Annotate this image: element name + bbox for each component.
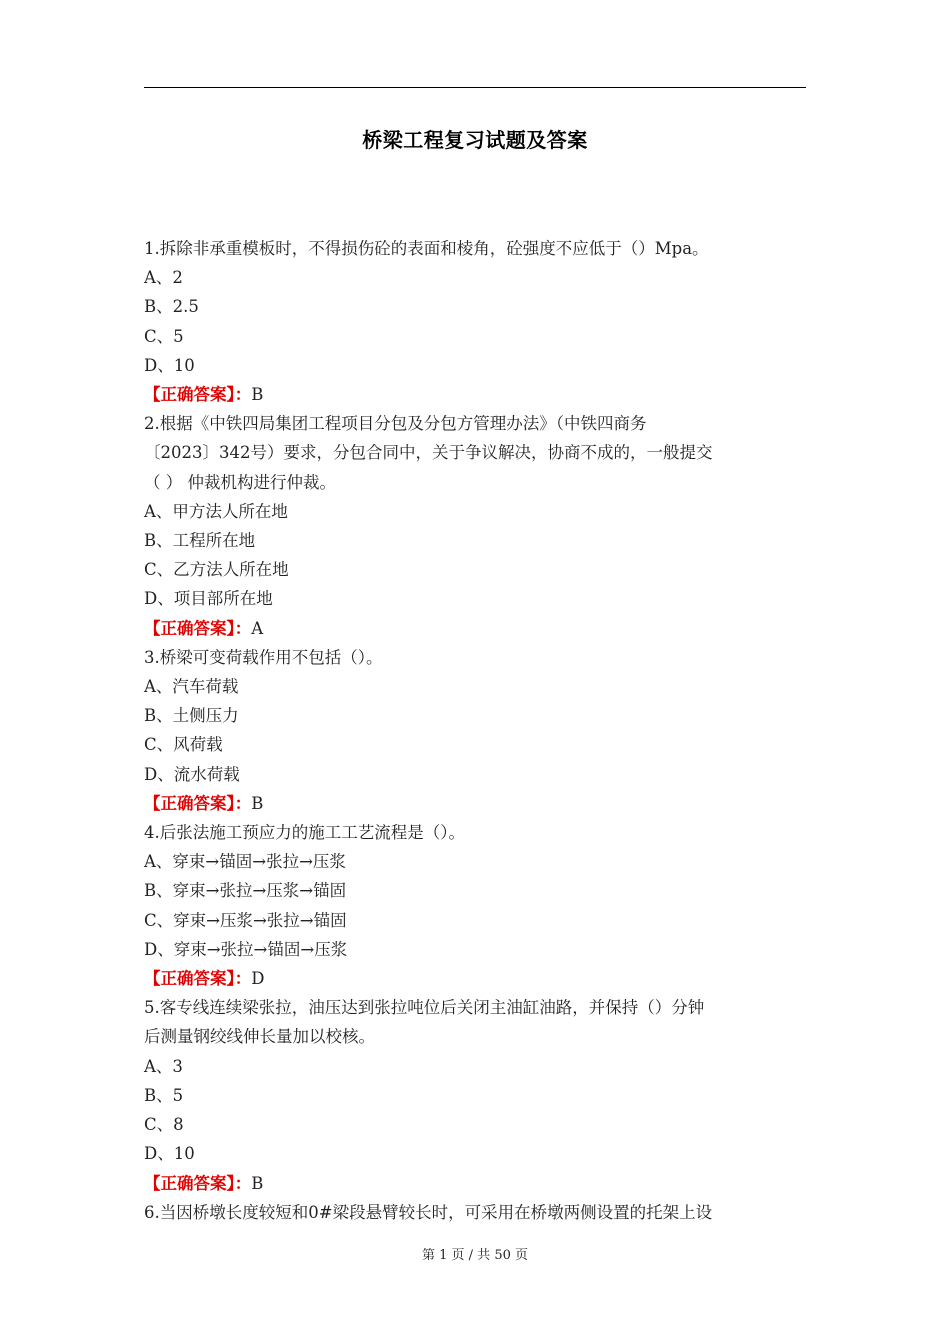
question-stem-line: 3.桥梁可变荷载作用不包括（）。 — [144, 647, 383, 667]
answer-option: C、乙方法人所在地 — [144, 560, 289, 580]
answer-option: C、5 — [144, 326, 184, 346]
question-stem-line: 4.后张法施工预应力的施工工艺流程是（）。 — [144, 823, 465, 843]
document-title: 桥梁工程复习试题及答案 — [362, 128, 588, 152]
correct-answer — [144, 380, 806, 409]
answer-option: B、土侧压力 — [144, 706, 239, 726]
question-2 — [144, 409, 806, 643]
answer-option: C、风荷载 — [144, 735, 223, 755]
answer-option: C、穿束→压浆→张拉→锚固 — [144, 910, 347, 930]
question-stem-line: 后测量钢绞线伸长量加以校核。 — [144, 1027, 375, 1047]
question-1 — [144, 234, 806, 409]
correct-answer-label: 【正确答案】： — [144, 618, 252, 638]
question-4 — [144, 818, 806, 993]
answer-option: D、穿束→张拉→锚固→压浆 — [144, 939, 348, 959]
page-footer: 第 1 页 / 共 50 页 — [422, 1248, 528, 1263]
correct-answer-label: 【正确答案】： — [144, 385, 252, 405]
correct-answer-value: A — [251, 618, 264, 638]
question-5 — [144, 993, 806, 1197]
answer-option: A、汽车荷载 — [144, 677, 239, 697]
answer-option: B、2.5 — [144, 297, 199, 317]
answer-option: A、3 — [144, 1056, 183, 1076]
question-stem-line: （ ） 仲裁机构进行仲裁。 — [144, 472, 336, 492]
question-3 — [144, 643, 806, 818]
answer-option: B、穿束→张拉→压浆→锚固 — [144, 881, 347, 901]
answer-option: D、项目部所在地 — [144, 589, 273, 609]
question-list — [144, 234, 806, 1227]
correct-answer-value: B — [251, 385, 264, 405]
question-stem-line: 6.当因桥墩长度较短和0#梁段悬臂较长时，可采用在桥墩两侧设置的托架上设 — [144, 1202, 713, 1222]
answer-option: A、穿束→锚固→张拉→压浆 — [144, 852, 346, 872]
correct-answer — [144, 964, 806, 993]
answer-option: B、5 — [144, 1085, 184, 1105]
correct-answer-value: D — [251, 969, 265, 989]
question-stem-line: 1.拆除非承重模板时，不得损伤砼的表面和棱角，砼强度不应低于（）Mpa。 — [144, 239, 709, 258]
correct-answer — [144, 1169, 806, 1198]
question-stem-line: 5.客专线连续梁张拉，油压达到张拉吨位后关闭主油缸油路，并保持（）分钟 — [144, 998, 705, 1018]
question-stem-line: 2.根据《中铁四局集团工程项目分包及分包方管理办法》（中铁四商务 — [144, 414, 647, 434]
correct-answer — [144, 789, 806, 818]
answer-option: D、10 — [144, 355, 195, 375]
correct-answer-label: 【正确答案】： — [144, 969, 252, 989]
correct-answer-label: 【正确答案】： — [144, 793, 252, 813]
question-6 — [144, 1198, 806, 1227]
answer-option: C、8 — [144, 1115, 184, 1135]
correct-answer-value: B — [251, 793, 264, 813]
header-rule — [144, 87, 806, 88]
answer-option: A、甲方法人所在地 — [144, 501, 288, 521]
question-stem-line: 〔2023〕342号）要求，分包合同中，关于争议解决，协商不成的，一般提交 — [144, 443, 713, 463]
correct-answer — [144, 614, 806, 643]
answer-option: D、10 — [144, 1144, 195, 1164]
answer-option: B、工程所在地 — [144, 531, 256, 551]
correct-answer-label: 【正确答案】： — [144, 1173, 252, 1193]
answer-option: D、流水荷载 — [144, 764, 240, 784]
correct-answer-value: B — [251, 1173, 264, 1193]
answer-option: A、2 — [144, 268, 183, 288]
